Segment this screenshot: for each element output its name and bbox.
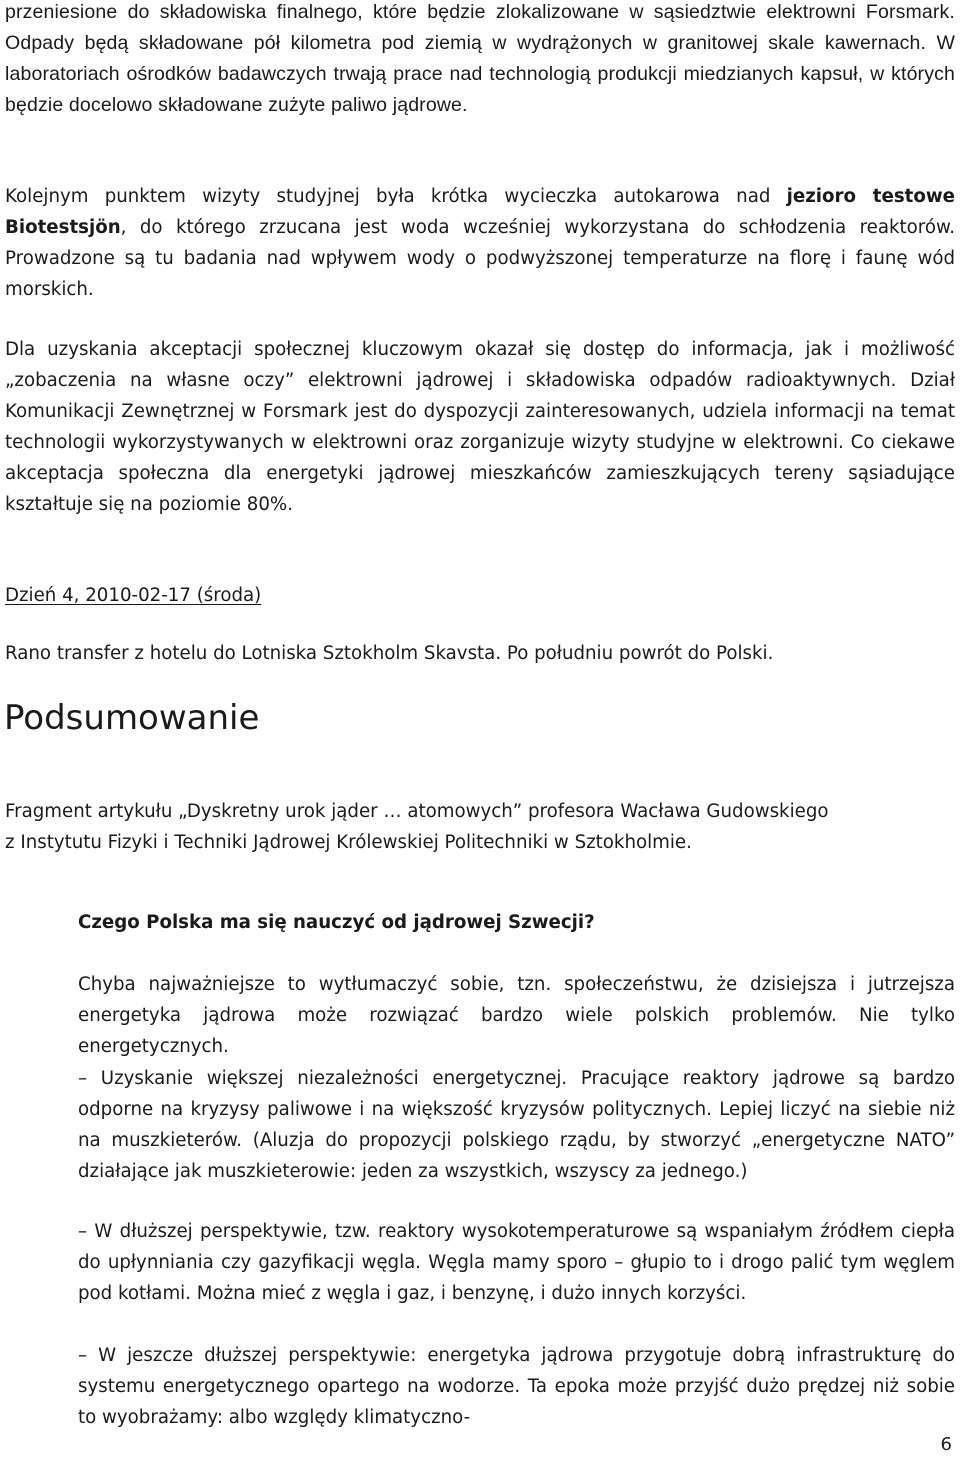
intro-paragraph: przeniesione do składowiska finalnego, które będzie zlokalizowane w sąsiedztwie elektrowni Forsmark. Odpady będą składowane pół kilometra pod ziemią w wydrążonych w granitowej skale kawernach. W laboratoriach ośrodków badawczych trwają prace nad technologią produkcji miedzianych kapsuł, w których będzie docelowo składowane zużyte paliwo jądrowe. [5, 1, 955, 116]
visit-text-before: Kolejnym punktem wizyty studyjnej była krótka wycieczka autokarowa nad [5, 186, 787, 207]
fragment-line-2: z Instytutu Fizyki i Techniki Jądrowej Królewskiej Politechniki w Sztokholmie. [5, 832, 692, 853]
point-3: – W jeszcze dłuższej perspektywie: energetyka jądrowa przygotuje dobrą infrastrukturę do systemu energetycznego opartego na wodorze. Ta epoka może przyjść dużo prędzej niż sobie to wyobrażamy: albo względy klimatyczno- [78, 1345, 955, 1428]
point-1: – Uzyskanie większej niezależności energetycznej. Pracujące reaktory jądrowe są bardzo odporne na kryzysy paliwowe i na większość kryzysów politycznych. Lepiej liczyć na siebie niż na muszkieterów. (Aluzja do propozycji polskiego rządu, by stworzyć „energetyczne NATO” działające jak muszkieterowie: jeden za wszystkich, wszyscy za jednego.) [78, 1068, 955, 1182]
day-heading: Dzień 4, 2010-02-17 (środa) [5, 585, 262, 606]
lake-name: jezioro testowe Biotestsjön [5, 186, 955, 238]
visit-paragraph [5, 181, 955, 305]
point-2: – W dłuższej perspektywie, tzw. reaktory wysokotemperaturowe są wspaniałym źródłem ciepła do upłynniania czy gazyfikacji węgla. Węgla mamy sporo – głupio to i drogo palić tym węglem pod kotłami. Można mieć z węgla i gaz, i benzynę, i dużo innych korzyści. [78, 1221, 955, 1304]
visit-text-after: , do którego zrzucana jest woda wcześniej wykorzystana do schłodzenia reaktorów. Prowadzone są tu badania nad wpływem wody o podwyższonej temperaturze na florę i faunę wód morskich. [5, 217, 955, 300]
day-text: Rano transfer z hotelu do Lotniska Sztokholm Skavsta. Po południu powrót do Polski. [5, 643, 774, 664]
acceptance-paragraph: Dla uzyskania akceptacji społecznej kluczowym okazał się dostęp do informacja, jak i możliwość „zobaczenia na własne oczy” elektrowni jądrowej i składowiska odpadów radioaktywnych. Dział Komunikacji Zewnętrznej w Forsmark jest do dyspozycji zainteresowanych, udziela informacji na temat technologii wykorzystywanych w elektrowni oraz zorganizuje wizyty studyjne w elektrowni. Co ciekawe akceptacja społeczna dla energetyki jądrowej mieszkańców zamieszkujących tereny sąsiadujące kształtuje się na poziomie 80%. [5, 339, 955, 515]
answer-intro: Chyba najważniejsze to wytłumaczyć sobie, tzn. społeczeństwu, że dzisiejsza i jutrzejsza energetyka jądrowa może rozwiązać bardzo wiele polskich problemów. Nie tylko energetycznych. [78, 974, 955, 1057]
section-title: Podsumowanie [4, 698, 260, 738]
fragment-line-1: Fragment artykułu „Dyskretny urok jąder … atomowych” profesora Wacława Gudowskiego [5, 801, 829, 822]
question-heading: Czego Polska ma się nauczyć od jądrowej Szwecji? [78, 912, 595, 933]
page-number: 6 [940, 1434, 952, 1455]
